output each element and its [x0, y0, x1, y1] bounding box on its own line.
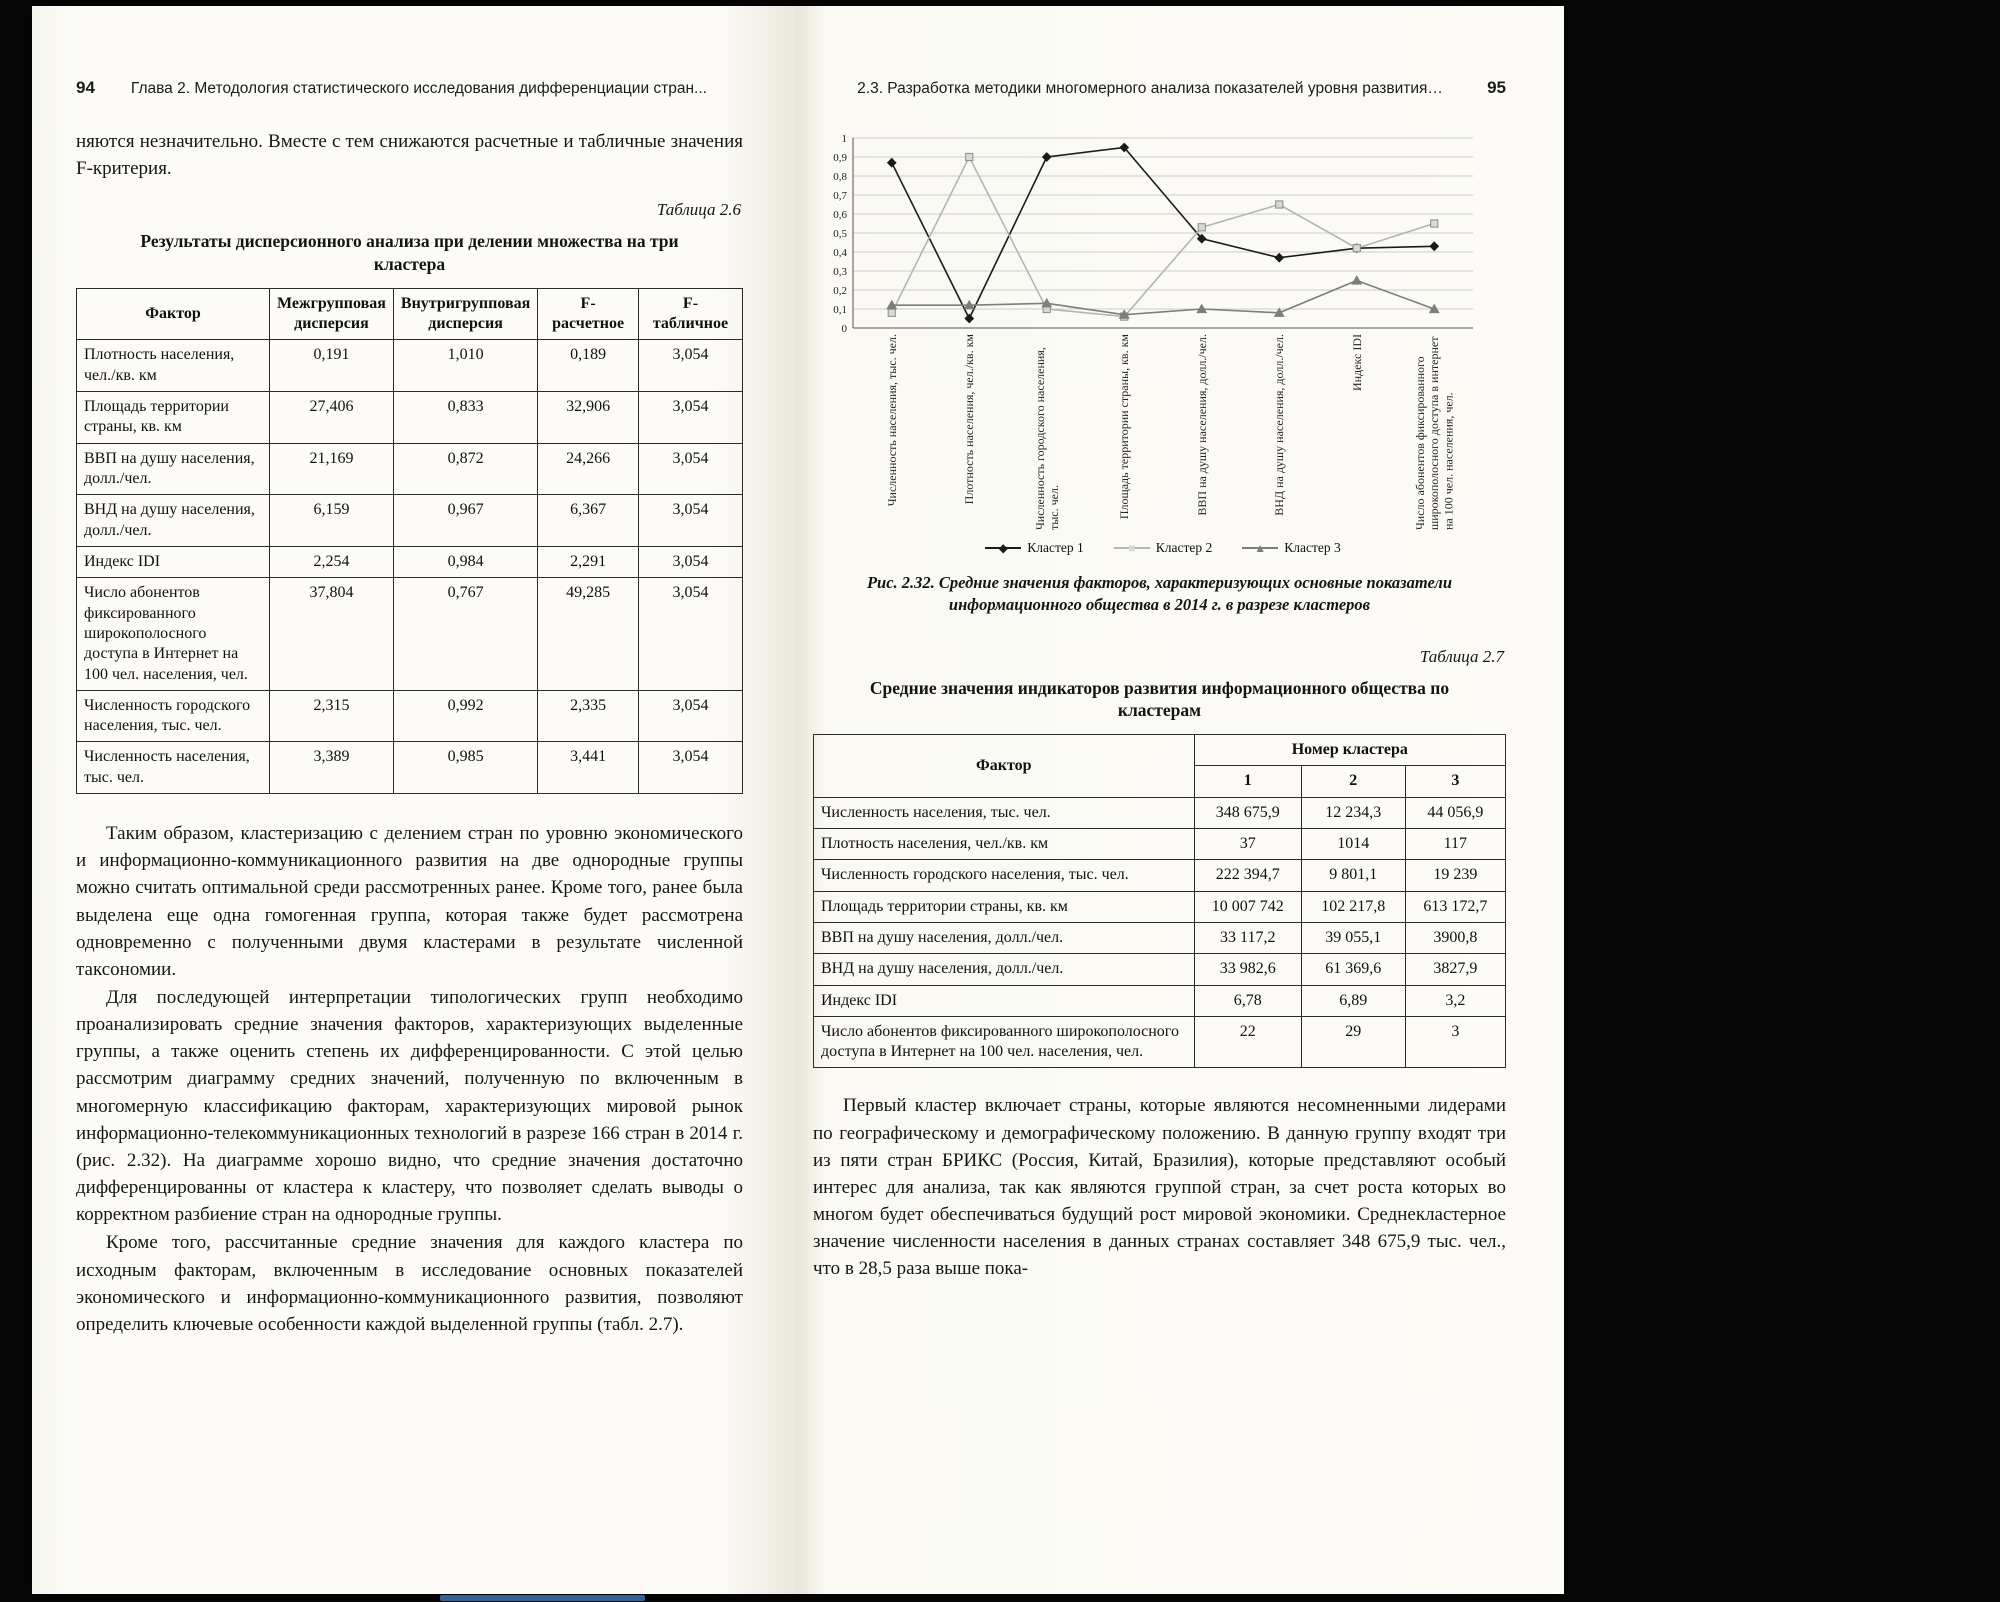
value-cell: 0,833	[393, 392, 537, 444]
table-row	[77, 392, 743, 444]
value-cell: 6,159	[270, 495, 394, 547]
value-cell: 6,367	[538, 495, 639, 547]
value-cell: 3,389	[270, 742, 394, 794]
table-row	[814, 985, 1506, 1016]
value-cell: 0,984	[393, 546, 537, 577]
value-cell: 0,191	[270, 340, 394, 392]
value-cell: 10 007 742	[1194, 891, 1301, 922]
paragraph: Для последующей интерпретации типологических групп необходимо проанализировать средние значения факторов, характеризующих выделенные группы, а также оценить степень их дифференцированности. С этой целью рассмотрим диаграмму средних значений, полученную по включенным в многомерную классификацию факторам, характеризующих мировой рынок информационно-телекоммуникационных технологий в разрезе 166 стран в 2014 г. (рис. 2.32). На диаграмме хорошо видно, что средние значения достаточно дифференцированны от кластера к кластеру, что позволяет сделать выводы о корректном разбиение стран на однородные группы.	[76, 987, 743, 1226]
legend-label: Кластер 1	[1027, 540, 1084, 555]
page-94	[32, 6, 795, 1594]
figure-2-32	[813, 128, 1506, 556]
factor-cell: Плотность населения, чел./кв. км	[814, 828, 1195, 859]
factor-cell: ВВП на душу населения, долл./чел.	[814, 922, 1195, 953]
value-cell: 3,441	[538, 742, 639, 794]
legend-item	[1114, 540, 1213, 556]
value-cell: 0,992	[393, 690, 537, 742]
table-row	[814, 891, 1506, 922]
table-row	[77, 340, 743, 392]
table-row	[814, 860, 1506, 891]
table-row	[77, 546, 743, 577]
value-cell: 33 982,6	[1194, 954, 1301, 985]
figure-caption: Рис. 2.32. Средние значения факторов, характеризующих основные показатели информационного общества в 2014 г. в разрезе кластеров	[866, 573, 1453, 615]
column-header: Межгрупповая дисперсия	[270, 288, 394, 340]
paragraph: Первый кластер включает страны, которые являются несомненными лидерами по географическому и демографическому положению. В данную группу входят три из пяти стран БРИКС (Россия, Китай, Бразилия), которые представляют особый интерес для анализа, так как являются группой стран, за счет роста которых во многом будет обеспечиваться будущий рост мировой экономики. Среднекластерное значение численности населения в данных странах составляет 348 675,9 тыс. чел., что в 28,5 раза выше пока-	[813, 1095, 1506, 1280]
value-cell: 3827,9	[1405, 954, 1505, 985]
factor-cell: ВНД на душу населения, долл./чел.	[814, 954, 1195, 985]
running-head-right	[813, 78, 1506, 98]
chart-x-label: Число абонентов фиксированного широкополосного доступа в интернет на 100 чел. населения, чел.	[1413, 336, 1456, 530]
factor-cell: Площадь территории страны, кв. км	[77, 392, 270, 444]
section-running-title: 2.3. Разработка методики многомерного анализа показателей уровня развития…	[857, 80, 1443, 97]
value-cell: 19 239	[1405, 860, 1505, 891]
value-cell: 613 172,7	[1405, 891, 1505, 922]
value-cell: 6,78	[1194, 985, 1301, 1016]
page-number: 94	[76, 78, 95, 97]
value-cell: 3,054	[638, 578, 742, 691]
value-cell: 12 234,3	[1301, 797, 1405, 828]
value-cell: 37,804	[270, 578, 394, 691]
value-cell: 348 675,9	[1194, 797, 1301, 828]
factor-cell: ВВП на душу населения, долл./чел.	[77, 443, 270, 495]
legend-marker-icon: ◆	[985, 541, 1021, 555]
value-cell: 3	[1405, 1016, 1505, 1068]
value-cell: 102 217,8	[1301, 891, 1405, 922]
legend-marker-icon: ▲	[1242, 541, 1278, 555]
cluster-number-header: 1	[1194, 766, 1301, 797]
column-header: Фактор	[814, 735, 1195, 798]
chart-x-labels	[853, 334, 1473, 534]
table-row	[814, 1016, 1506, 1068]
value-cell: 3,054	[638, 495, 742, 547]
value-cell: 0,985	[393, 742, 537, 794]
page-spread	[32, 6, 1564, 1594]
legend-marker-icon: ■	[1114, 541, 1150, 555]
factor-cell: Индекс IDI	[814, 985, 1195, 1016]
legend-item	[985, 540, 1084, 556]
scan-artifact	[440, 1595, 645, 1601]
value-cell: 3,054	[638, 443, 742, 495]
column-group-header: Номер кластера	[1194, 735, 1505, 766]
cluster-table	[813, 734, 1506, 1068]
table-row	[77, 443, 743, 495]
value-cell: 3,054	[638, 546, 742, 577]
column-header: F-табличное	[638, 288, 742, 340]
svg-text:0,3: 0,3	[833, 266, 847, 278]
value-cell: 3,054	[638, 742, 742, 794]
legend-label: Кластер 2	[1155, 540, 1213, 555]
cluster-number-header: 3	[1405, 766, 1505, 797]
factor-cell: Число абонентов фиксированного широкополосного доступа в Интернет на 100 чел. населения, чел.	[77, 578, 270, 691]
table-header-row	[77, 288, 743, 340]
paragraph: Кроме того, рассчитанные средние значения для каждого кластера по исходным факторам, включенным в исследование основных показателей экономического и информационно-коммуникационного развития, позволяют определить ключевые особенности каждой выделенной группы (табл. 2.7).	[76, 1232, 743, 1335]
svg-text:0,2: 0,2	[833, 285, 847, 297]
factor-cell: Площадь территории страны, кв. км	[814, 891, 1195, 922]
chart-x-label: Плотность населения, чел./кв. км	[962, 334, 977, 505]
factor-cell: Численность населения, тыс. чел.	[814, 797, 1195, 828]
table-row	[814, 828, 1506, 859]
chart-x-label: ВВП на душу населения, долл./чел.	[1194, 334, 1209, 516]
value-cell: 27,406	[270, 392, 394, 444]
svg-text:0,7: 0,7	[833, 190, 847, 202]
table-2-7-title: Средние значения индикаторов развития информационного общества по кластерам	[869, 677, 1450, 721]
table-header-row	[814, 735, 1506, 766]
table-row	[77, 578, 743, 691]
chart-x-label: Численность населения, тыс. чел.	[884, 334, 899, 507]
svg-text:0,9: 0,9	[833, 152, 847, 164]
value-cell: 1,010	[393, 340, 537, 392]
value-cell: 24,266	[538, 443, 639, 495]
factor-cell: Численность городского населения, тыс. чел.	[77, 690, 270, 742]
factor-cell: Плотность населения, чел./кв. км	[77, 340, 270, 392]
table-2-7-label: Таблица 2.7	[1419, 646, 1504, 666]
value-cell: 49,285	[538, 578, 639, 691]
value-cell: 39 055,1	[1301, 922, 1405, 953]
value-cell: 222 394,7	[1194, 860, 1301, 891]
value-cell: 6,89	[1301, 985, 1405, 1016]
svg-text:0,5: 0,5	[833, 228, 847, 240]
value-cell: 33 117,2	[1194, 922, 1301, 953]
column-header: Фактор	[77, 288, 270, 340]
svg-text:0,1: 0,1	[833, 304, 847, 316]
table-row	[77, 742, 743, 794]
svg-text:0,8: 0,8	[833, 171, 847, 183]
table-row	[77, 495, 743, 547]
value-cell: 3900,8	[1405, 922, 1505, 953]
factor-cell: Число абонентов фиксированного широкополосного доступа в Интернет на 100 чел. населения, чел.	[814, 1016, 1195, 1068]
value-cell: 3,054	[638, 690, 742, 742]
value-cell: 44 056,9	[1405, 797, 1505, 828]
factor-cell: Численность населения, тыс. чел.	[77, 742, 270, 794]
svg-text:0: 0	[841, 323, 847, 334]
value-cell: 29	[1301, 1016, 1405, 1068]
factor-cell: Индекс IDI	[77, 546, 270, 577]
value-cell: 3,054	[638, 392, 742, 444]
value-cell: 2,315	[270, 690, 394, 742]
value-cell: 37	[1194, 828, 1301, 859]
value-cell: 2,335	[538, 690, 639, 742]
legend-label: Кластер 3	[1284, 540, 1341, 555]
value-cell: 0,189	[538, 340, 639, 392]
value-cell: 9 801,1	[1301, 860, 1405, 891]
table-row	[814, 797, 1506, 828]
chart-x-label: Индекс IDI	[1349, 334, 1364, 392]
value-cell: 3,054	[638, 340, 742, 392]
running-head-left	[76, 78, 743, 98]
chart-x-label: Площадь территории страны, кв. км	[1117, 334, 1132, 520]
legend-item	[1242, 540, 1341, 556]
svg-text:0,6: 0,6	[833, 209, 847, 221]
value-cell: 3,2	[1405, 985, 1505, 1016]
anova-table	[76, 288, 743, 794]
column-header: F-расчетное	[538, 288, 639, 340]
intro-paragraph: няются незначительно. Вместе с тем снижаются расчетные и табличные значения F-критерия.	[76, 131, 743, 180]
value-cell: 61 369,6	[1301, 954, 1405, 985]
svg-text:0,4: 0,4	[833, 247, 847, 259]
value-cell: 0,967	[393, 495, 537, 547]
factor-cell: Численность городского населения, тыс. чел.	[814, 860, 1195, 891]
table-2-6-label: Таблица 2.6	[656, 200, 741, 220]
page-95	[795, 6, 1564, 1594]
table-2-6-title: Результаты дисперсионного анализа при делении множества на три кластера	[140, 231, 679, 275]
value-cell: 1014	[1301, 828, 1405, 859]
chart-legend	[853, 540, 1473, 556]
chart-x-label: ВНД на душу населения, долл./чел.	[1272, 334, 1287, 516]
value-cell: 21,169	[270, 443, 394, 495]
paragraph: Таким образом, кластеризацию с делением стран по уровню экономического и информационно-коммуникационного развития на две однородные группы можно считать оптимальной среди рассмотренных ранее. Кроме того, ранее была выделена еще одна гомогенная группа, которая также будет рассмотрена одновременно с полученными двумя кластерами в результате численной таксономии.	[76, 823, 743, 980]
table-row	[814, 922, 1506, 953]
value-cell: 32,906	[538, 392, 639, 444]
line-chart	[813, 128, 1485, 334]
value-cell: 0,872	[393, 443, 537, 495]
table-row	[77, 690, 743, 742]
factor-cell: ВНД на душу населения, долл./чел.	[77, 495, 270, 547]
value-cell: 2,291	[538, 546, 639, 577]
value-cell: 2,254	[270, 546, 394, 577]
chapter-running-title: Глава 2. Методология статистического исследования дифференциации стран...	[130, 80, 707, 97]
value-cell: 22	[1194, 1016, 1301, 1068]
page-number: 95	[1487, 78, 1506, 97]
column-header: Внутригрупповая дисперсия	[393, 288, 537, 340]
chart-x-label: Численность городского населения, тыс. чел.	[1032, 347, 1061, 530]
table-row	[814, 954, 1506, 985]
value-cell: 0,767	[393, 578, 537, 691]
cluster-number-header: 2	[1301, 766, 1405, 797]
svg-text:1: 1	[841, 133, 847, 145]
value-cell: 117	[1405, 828, 1505, 859]
